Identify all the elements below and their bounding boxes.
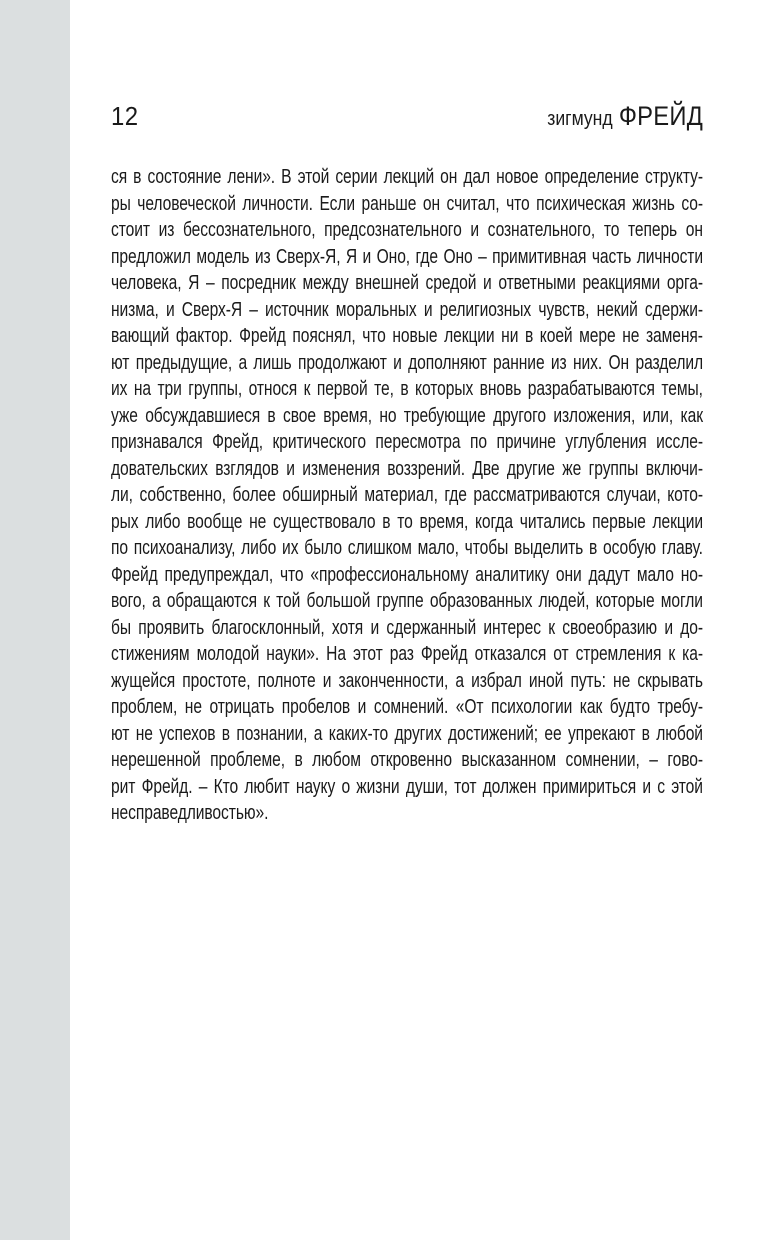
body-line: ют предыдущие, а лишь продолжают и дополняют ранние из них. Он разделил [111, 351, 704, 374]
body-line: низма, и Сверх-Я – источник моральных и религиозных чувств, некий сдержи- [111, 298, 703, 321]
body-line: вающий фактор. Фрейд пояснял, что новые лекции ни в коей мере не заменя- [111, 325, 703, 347]
body-line: вого, а обращаются к той большой группе образованных людей, которые могли [111, 590, 703, 612]
body-line: довательских взглядов и изменения воззрений. Две другие же группы включи- [111, 457, 703, 480]
body-line: ся в состояние лени». В этой серии лекций он дал новое определение структу- [111, 166, 703, 188]
body-line: стоит из бессознательного, предсознательного и сознательного, то теперь он [111, 219, 703, 241]
body-line: рит Фрейд. – Кто любит науку о жизни души, тот должен примириться и с этой [111, 775, 703, 798]
page-gutter [0, 0, 70, 1240]
body-line: уже обсуждавшиеся в свое время, но требующие другого изложения, или, как [111, 404, 703, 427]
body-line: человека, Я – посредник между внешней средой и ответными реакциями орга- [111, 272, 704, 294]
body-line: проблем, не отрицать пробелов и сомнений. «От психологии как будто требу- [111, 696, 704, 718]
body-line: ют не успехов в познании, а каких-то других достижений; ее упрекают в любой [111, 722, 703, 745]
body-line: по психоанализу, либо их было слишком мало, чтобы выделить в особую главу. [111, 537, 703, 559]
body-line: Фрейд предупреждал, что «профессиональному аналитику они дадут мало но- [111, 563, 703, 586]
body-line: жущейся простоте, полноте и законченности, а избрал иной путь: не скрывать [111, 669, 703, 692]
body-line: признавался Фрейд, критического пересмотра по причине углубления иссле- [111, 431, 703, 453]
body-line: предложил модель из Сверх-Я, Я и Оно, где Оно – примитивная часть личности [111, 245, 704, 268]
author-last-name: ФРЕЙД [618, 101, 703, 131]
body-line: бы проявить благосклонный, хотя и сдержанный интерес к своеобразию и до- [111, 616, 703, 639]
running-head-author [547, 101, 703, 132]
body-line: ры человеческой личности. Если раньше он считал, что психическая жизнь со- [111, 192, 704, 215]
author-first-name: зигмунд [547, 108, 613, 130]
page-header [111, 101, 703, 135]
body-text [111, 166, 703, 829]
body-line: их на три группы, относя к первой те, в которых вновь разрабатываются темы, [111, 378, 703, 400]
body-line: несправедливостью». [111, 802, 269, 824]
body-line: стижениям молодой науки». На этот раз Фрейд отказался от стремления к ка- [111, 643, 703, 665]
body-line: рых либо вообще не существовало в то время, когда читались первые лекции [111, 510, 703, 533]
body-line: нерешенной проблеме, в любом откровенно высказанном сомнении, – гово- [111, 749, 703, 771]
body-line: ли, собственно, более обширный материал, где рассматриваются случаи, кото- [111, 484, 704, 506]
page-number: 12 [111, 101, 139, 131]
